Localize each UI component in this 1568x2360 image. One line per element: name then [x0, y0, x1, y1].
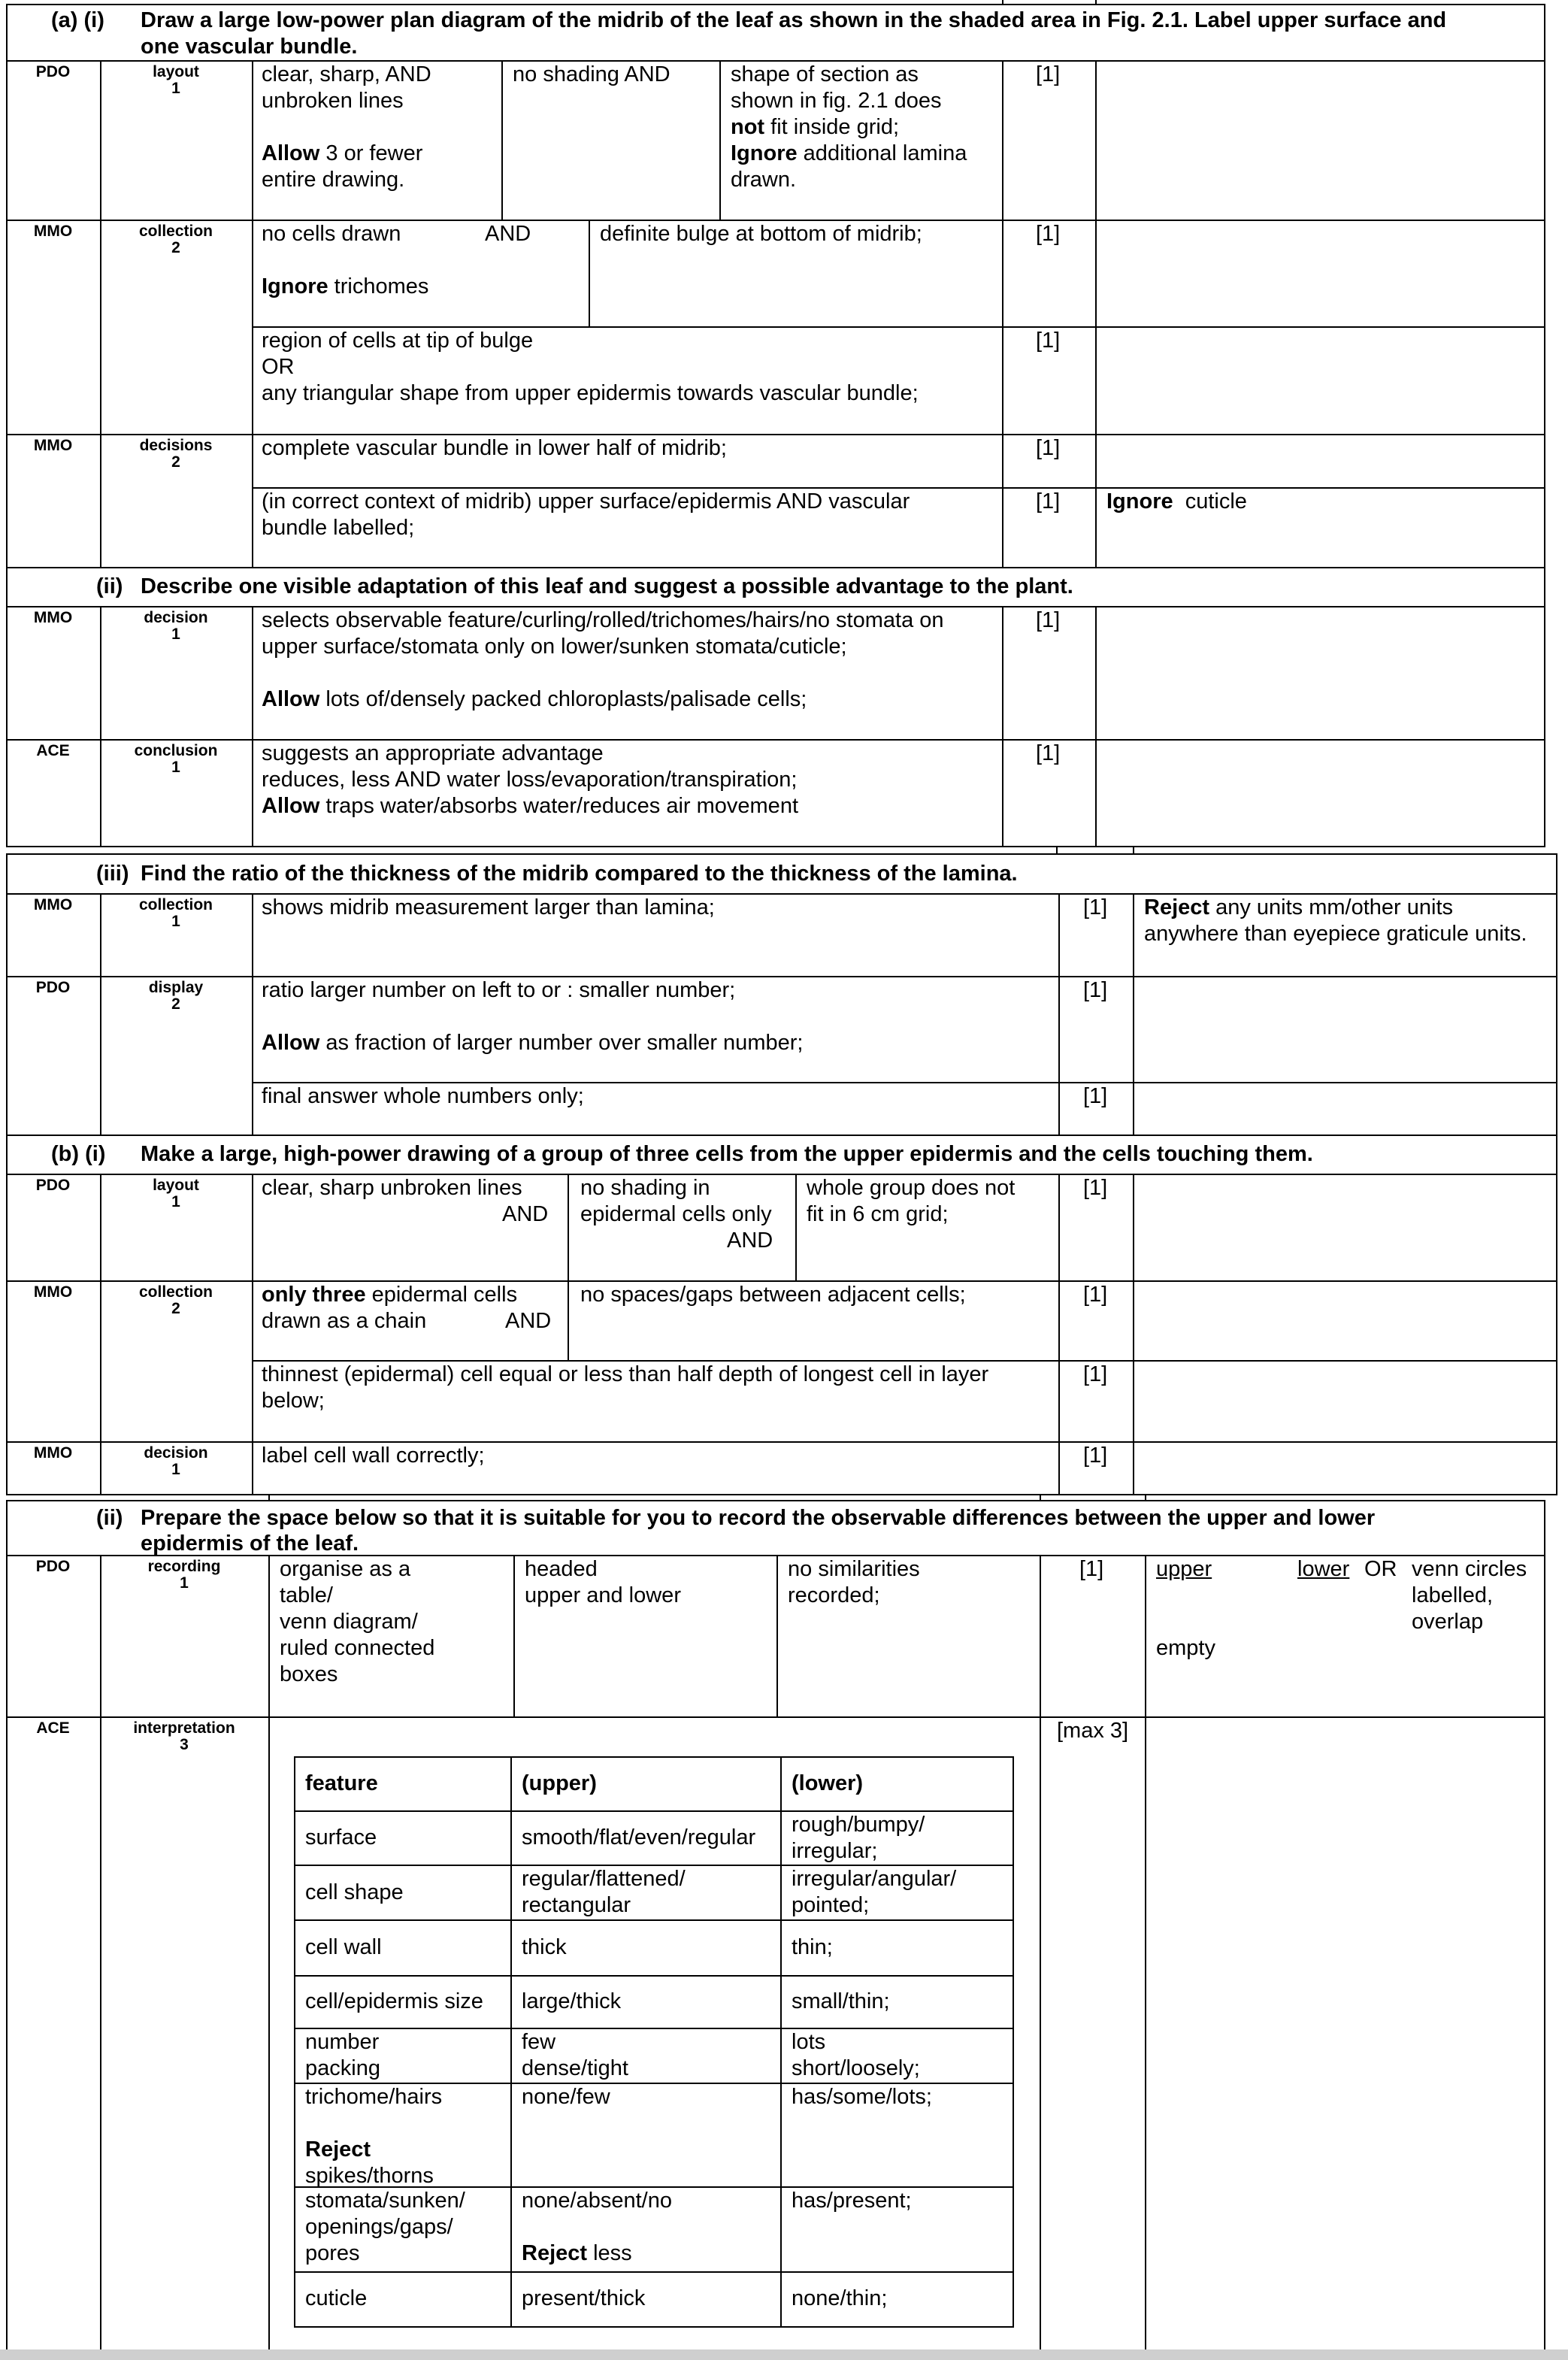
mark: [1]	[1036, 489, 1061, 514]
criterion-text: shape of section as	[731, 62, 919, 86]
table-cell: irregular/angular/	[792, 1867, 957, 1891]
skill-count: 2	[171, 1300, 180, 1317]
skill-subcategory: recording	[147, 1558, 221, 1575]
criterion-text: shown in fig. 2.1 does	[731, 89, 942, 113]
and-keyword: AND	[727, 1228, 773, 1253]
skill-subcategory: layout	[153, 1177, 199, 1194]
skill-count: 1	[171, 913, 180, 930]
skill-code: MMO	[33, 896, 73, 913]
criterion-text	[731, 114, 899, 141]
skill-subcategory: decision	[144, 609, 208, 626]
table-cell: openings/gaps/	[305, 2215, 453, 2239]
table-cell: cell shape	[305, 1880, 404, 1904]
skill-count: 1	[171, 1461, 180, 1478]
criterion-text: clear, sharp unbroken lines	[262, 1176, 522, 1200]
skill-subcategory: interpretation	[133, 1719, 235, 1737]
skill-code: PDO	[35, 979, 71, 996]
upper-label: upper	[1156, 1557, 1212, 1581]
criterion-text: organise as a	[280, 1557, 411, 1581]
question-a-i-number: (a) (i)	[51, 8, 104, 32]
guidance-note: venn circles	[1412, 1557, 1527, 1581]
table-cell: pointed;	[792, 1893, 870, 1917]
skill-subcategory: collection	[138, 896, 213, 913]
skill-subcategory: conclusion	[134, 742, 218, 759]
criterion-text-part: fit inside grid;	[764, 115, 900, 139]
criterion-text: suggests an appropriate advantage	[262, 741, 604, 765]
criterion-text: upper surface/stomata only on lower/sunken stomata/cuticle;	[262, 635, 847, 659]
mark: [max 3]	[1057, 1719, 1129, 1743]
skill-count: 1	[171, 759, 180, 776]
skill-code: ACE	[36, 1719, 70, 1737]
criterion-text: region of cells at tip of bulge	[262, 329, 534, 353]
skill-count: 1	[171, 626, 180, 643]
question-b-i-text: Make a large, high-power drawing of a group of three cells from the upper epidermis and the cells touching them.	[141, 1142, 1313, 1166]
skill-subcategory: collection	[138, 1283, 213, 1301]
skill-code: PDO	[35, 1177, 71, 1194]
table-cell: small/thin;	[792, 1989, 890, 2013]
skill-count: 1	[180, 1574, 189, 1592]
criterion-text: boxes	[280, 1662, 338, 1686]
mark: [1]	[1083, 1283, 1108, 1307]
skill-subcategory: display	[148, 979, 204, 996]
criterion-text-part: trichomes	[328, 274, 429, 298]
table-cell: pores	[305, 2241, 360, 2265]
criterion-text: below;	[262, 1389, 325, 1413]
criterion-text	[262, 1030, 803, 1056]
question-a-i-text: Draw a large low-power plan diagram of the midrib of the leaf as shown in the shaded area in Fig. 2.1. Label upper surface and	[141, 8, 1447, 32]
and-keyword: AND	[485, 222, 531, 246]
guidance-note-part: cuticle	[1173, 489, 1247, 514]
mark: [1]	[1036, 436, 1061, 460]
skill-code: MMO	[33, 609, 73, 626]
table-cell: cell/epidermis size	[305, 1989, 483, 2013]
question-a-ii-number: (ii)	[96, 574, 123, 598]
mark: [1]	[1036, 608, 1061, 632]
criterion-text: drawn as a chain	[262, 1309, 427, 1333]
criterion-text-part: lots of/densely packed chloroplasts/palisade cells;	[319, 687, 807, 711]
skill-code: PDO	[35, 1558, 71, 1575]
ignore-keyword: Ignore	[731, 141, 798, 165]
criterion-text: any triangular shape from upper epidermis towards vascular bundle;	[262, 381, 919, 405]
skill-code: MMO	[33, 1283, 73, 1301]
table-cell: irregular;	[792, 1839, 878, 1863]
reject-keyword: Reject	[1144, 895, 1210, 919]
not-keyword: not	[731, 115, 765, 139]
skill-count: 1	[171, 80, 180, 97]
mark: [1]	[1083, 1362, 1108, 1386]
mark: [1]	[1036, 329, 1061, 353]
criterion-text: no cells drawn	[262, 222, 401, 246]
table-cell	[522, 2240, 632, 2267]
criterion-text: drawn.	[731, 168, 797, 192]
and-keyword: AND	[505, 1309, 552, 1333]
guidance-note: empty	[1156, 1636, 1215, 1660]
table-cell: few	[522, 2030, 556, 2054]
only-three-keyword: only three	[262, 1283, 366, 1307]
table-cell: number	[305, 2030, 380, 2054]
ignore-keyword: Ignore	[262, 274, 328, 298]
criterion-text: no spaces/gaps between adjacent cells;	[580, 1283, 966, 1307]
lower-label: lower	[1297, 1557, 1350, 1581]
criterion-text: upper and lower	[525, 1583, 681, 1607]
criterion-text: recorded;	[788, 1583, 880, 1607]
table-cell: regular/flattened/	[522, 1867, 686, 1891]
footer-band	[0, 2349, 1568, 2360]
skill-count: 1	[171, 1193, 180, 1210]
table-cell: has/some/lots;	[792, 2085, 932, 2109]
skill-subcategory: layout	[153, 63, 199, 80]
allow-keyword: Allow	[262, 141, 320, 165]
table-cell: none/thin;	[792, 2286, 888, 2310]
mark: [1]	[1036, 222, 1061, 246]
criterion-text-part: epidermal cells	[365, 1283, 518, 1307]
table-cell: cell wall	[305, 1935, 382, 1959]
question-b-ii-text-2: epidermis of the leaf.	[141, 1531, 359, 1556]
criterion-text: ratio larger number on left to or : smaller number;	[262, 978, 736, 1002]
mark: [1]	[1083, 1084, 1108, 1108]
criterion-text: venn diagram/	[280, 1610, 418, 1634]
criterion-text: no shading AND	[513, 62, 670, 86]
table-cell: none/absent/no	[522, 2189, 672, 2213]
criterion-text: entire drawing.	[262, 168, 405, 192]
or-keyword: OR	[1364, 1557, 1397, 1581]
ignore-keyword: Ignore	[1106, 489, 1173, 514]
criterion-text-part: additional lamina	[797, 141, 967, 165]
criterion-text	[731, 141, 967, 167]
criterion-text-part: as fraction of larger number over smaller number;	[319, 1031, 804, 1055]
table-cell: trichome/hairs	[305, 2085, 443, 2109]
criterion-text: definite bulge at bottom of midrib;	[600, 222, 922, 246]
skill-code: MMO	[33, 223, 73, 240]
mark: [1]	[1083, 1444, 1108, 1468]
criterion-text: complete vascular bundle in lower half of midrib;	[262, 436, 727, 460]
skill-code: PDO	[35, 63, 71, 80]
table-cell: cuticle	[305, 2286, 368, 2310]
guidance-note: overlap	[1412, 1610, 1484, 1634]
criterion-text: (in correct context of midrib) upper surface/epidermis AND vascular	[262, 489, 910, 514]
table-cell: has/present;	[792, 2189, 912, 2213]
skill-code: MMO	[33, 437, 73, 454]
criterion-text-part: traps water/absorbs water/reduces air movement	[319, 794, 798, 818]
question-b-i-number: (b) (i)	[51, 1142, 106, 1166]
criterion-text: headed	[525, 1557, 598, 1581]
criterion-text: OR	[262, 355, 295, 379]
table-cell: dense/tight	[522, 2056, 628, 2080]
table-cell: packing	[305, 2056, 380, 2080]
table-cell: present/thick	[522, 2286, 646, 2310]
table-cell: stomata/sunken/	[305, 2189, 465, 2213]
question-a-iii-number: (iii)	[96, 862, 129, 886]
table-cell: rectangular	[522, 1893, 631, 1917]
skill-code: ACE	[36, 742, 70, 759]
guidance-note-part: any units mm/other units	[1209, 895, 1454, 919]
skill-count: 2	[171, 239, 180, 256]
criterion-text: thinnest (epidermal) cell equal or less than half depth of longest cell in layer	[262, 1362, 989, 1386]
question-a-i-text-2: one vascular bundle.	[141, 35, 358, 59]
question-a-iii-text: Find the ratio of the thickness of the midrib compared to the thickness of the lamina.	[141, 862, 1018, 886]
criterion-text: unbroken lines	[262, 89, 404, 113]
table-cell: none/few	[522, 2085, 610, 2109]
criterion-text: label cell wall correctly;	[262, 1444, 485, 1468]
criterion-text: shows midrib measurement larger than lamina;	[262, 895, 715, 919]
reject-keyword: Reject	[522, 2241, 588, 2265]
table-cell-part: less	[587, 2241, 632, 2265]
criterion-text	[262, 793, 798, 819]
table-cell: large/thick	[522, 1989, 622, 2013]
question-b-ii-number: (ii)	[96, 1506, 123, 1530]
criterion-text	[262, 274, 428, 300]
table-cell: surface	[305, 1825, 377, 1850]
criterion-text-part: 3 or fewer	[325, 141, 423, 165]
table-cell: smooth/flat/even/regular	[522, 1825, 756, 1850]
mark: [1]	[1079, 1557, 1104, 1581]
mark: [1]	[1036, 62, 1061, 86]
skill-subcategory: collection	[138, 223, 213, 240]
criterion-text: fit in 6 cm grid;	[807, 1202, 949, 1226]
question-b-ii-text: Prepare the space below so that it is suitable for you to record the observable differences between the upper and lower	[141, 1506, 1376, 1530]
table-header-upper: (upper)	[522, 1771, 597, 1795]
criterion-text: whole group does not	[807, 1176, 1016, 1200]
and-keyword: AND	[502, 1202, 549, 1226]
mark: [1]	[1083, 978, 1108, 1002]
criterion-text: bundle labelled;	[262, 516, 415, 540]
criterion-text: no shading in	[580, 1176, 710, 1200]
mark: [1]	[1083, 895, 1108, 919]
mark: [1]	[1083, 1176, 1108, 1200]
criterion-text: no similarities	[788, 1557, 920, 1581]
reject-keyword: Reject	[305, 2137, 371, 2162]
guidance-note: anywhere than eyepiece graticule units.	[1144, 922, 1527, 946]
criterion-text: reduces, less AND water loss/evaporation/transpiration;	[262, 768, 798, 792]
table-cell: rough/bumpy/	[792, 1813, 925, 1837]
criterion-text: ruled connected	[280, 1636, 435, 1660]
skill-count: 2	[171, 453, 180, 471]
criterion-text: clear, sharp, AND	[262, 62, 431, 86]
skill-subcategory: decision	[144, 1444, 208, 1462]
table-cell: thick	[522, 1935, 567, 1959]
skill-code: MMO	[33, 1444, 73, 1462]
allow-keyword: Allow	[262, 687, 320, 711]
guidance-note: labelled,	[1412, 1583, 1494, 1607]
table-cell: thin;	[792, 1935, 833, 1959]
criterion-text	[262, 1282, 517, 1308]
criterion-text	[262, 686, 807, 713]
criterion-text	[262, 141, 422, 167]
guidance-note	[1106, 489, 1247, 515]
table-cell: spikes/thorns	[305, 2164, 434, 2188]
table-cell: lots	[792, 2030, 826, 2054]
criterion-text: selects observable feature/curling/rolled/trichomes/hairs/no stomata on	[262, 608, 944, 632]
criterion-text: table/	[280, 1583, 333, 1607]
criterion-text: epidermal cells only	[580, 1202, 772, 1226]
mark: [1]	[1036, 741, 1061, 765]
skill-count: 2	[171, 995, 180, 1013]
skill-subcategory: decisions	[139, 437, 213, 454]
table-header-feature: feature	[305, 1771, 378, 1795]
guidance-note	[1144, 895, 1453, 921]
table-header-lower: (lower)	[792, 1771, 864, 1795]
skill-count: 3	[180, 1736, 189, 1753]
criterion-text: final answer whole numbers only;	[262, 1084, 584, 1108]
allow-keyword: Allow	[262, 1031, 320, 1055]
question-a-ii-text: Describe one visible adaptation of this leaf and suggest a possible advantage to the plant.	[141, 574, 1073, 598]
table-cell: short/loosely;	[792, 2056, 920, 2080]
allow-keyword: Allow	[262, 794, 320, 818]
